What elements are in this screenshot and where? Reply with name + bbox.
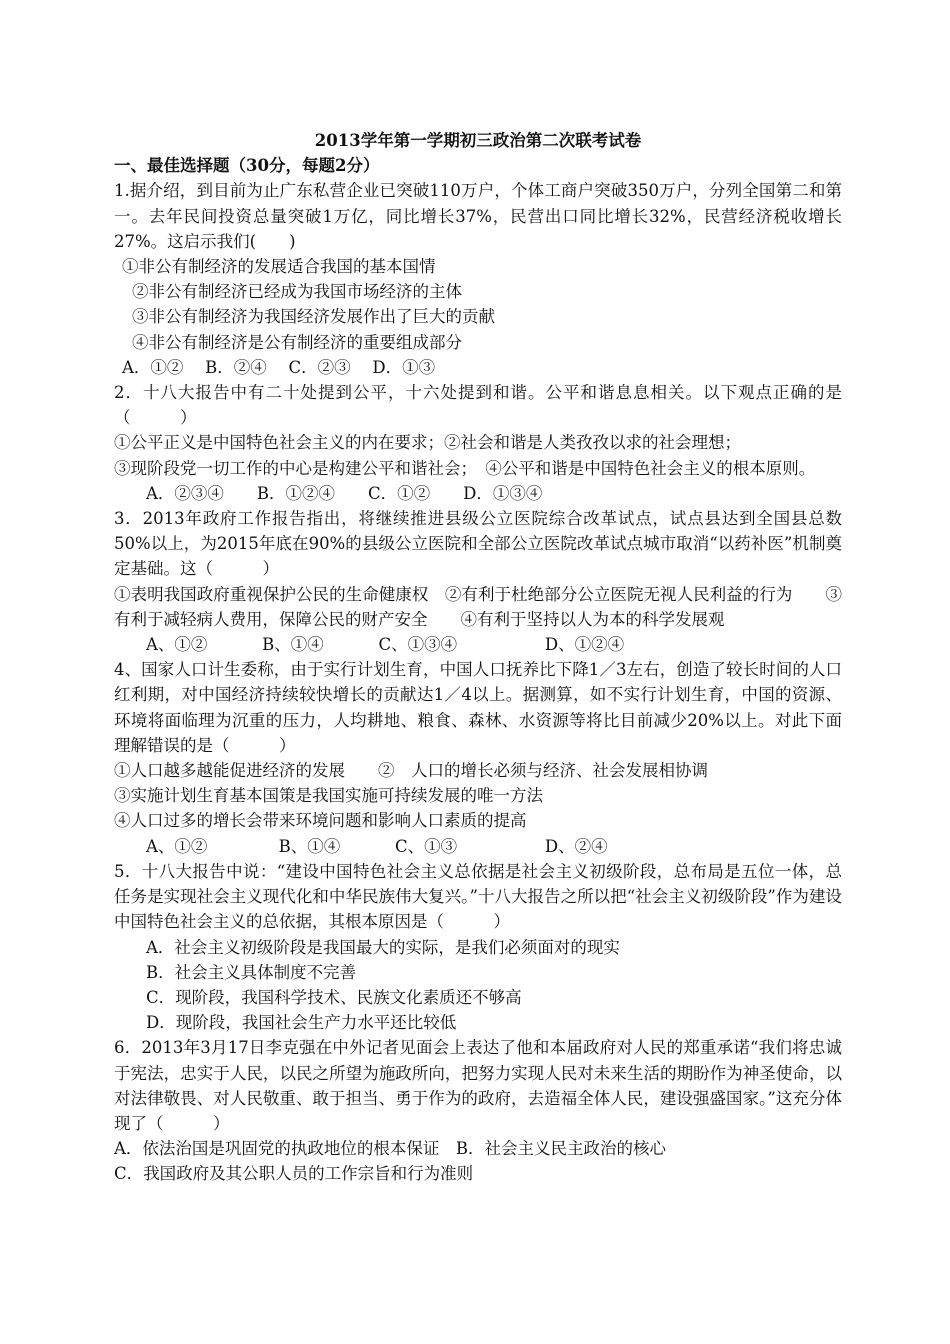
question-1-answers: A．①② B．②④ C．②③ D．①③ [122, 357, 436, 377]
question-1-stem: 1.据介绍，到目前为止广东私营企业已突破110万户，个体工商户突破350万户，分列全国第二和第一。去年民间投资总量突破1万亿，同比增长37%，民营出口同比增长32%，民营经济税收增长27%。这启示我们( ) [114, 181, 842, 251]
question-6-stem: 6．2013年3月17日李克强在中外记者见面会上表达了他和本届政府对人民的郑重承诺“我们将忠诚于宪法，忠实于人民，以民之所望为施政所向，把努力实现人民对未来生活的期盼作为神圣使命，以对法律敬畏、对人民敬重、敢于担当、勇于作为的政府，去造福全体人民，建设强盛国家。”这充分体现了（ ） [114, 1038, 842, 1133]
question-4-answers: A、①② B、①④ C、①③ D、②④ [146, 836, 608, 856]
question-4-stem: 4、国家人口计生委称，由于实行计划生育，中国人口抚养比下降1／3左右，创造了较长时间的人口红利期，对中国经济持续较快增长的贡献达1／4以上。据测算，如不实行计划生育，中国的资源、环境将面临理为沉重的压力，人均耕地、粮食、森林、水资源等将比目前减少20%以上。对此下面理解错误的是（ ） [114, 660, 842, 755]
question-5-option-d: D．现阶段，我国社会生产力水平还比较低 [146, 1013, 457, 1033]
question-4-statement-3: ③实施计划生育基本国策是我国实施可持续发展的唯一方法 [114, 786, 543, 806]
question-3-statements: ①表明我国政府重视保护公民的生命健康权 ②有利于杜绝部分公立医院无视人民利益的行为 ③有利于减轻病人费用，保障公民的财产安全 ④有利于坚持以人为本的科学发展观 [114, 584, 842, 629]
question-6-options-ab: A．依法治国是巩固党的执政地位的根本保证 B．社会主义民主政治的核心 [114, 1139, 667, 1159]
question-3-answers: A、①② B、①④ C、①③④ D、①②④ [146, 635, 625, 655]
question-6-option-c: C．我国政府及其公职人员的工作宗旨和行为准则 [114, 1164, 474, 1184]
question-2-statements-2: ③现阶段党一切工作的中心是构建公平和谐社会； ④公平和谐是中国特色社会主义的根本原则。 [114, 458, 816, 478]
exam-title: 2013学年第一学期初三政治第二次联考试卷 [314, 131, 642, 150]
question-4 [114, 657, 842, 859]
question-1-statement-3: ③非公有制经济为我国经济发展作出了巨大的贡献 [132, 307, 495, 327]
question-1-statement-4: ④非公有制经济是公有制经济的重要组成部分 [132, 332, 462, 352]
question-3 [114, 506, 842, 657]
question-2-statements-1: ①公平正义是中国特色社会主义的内在要求；②社会和谐是人类孜孜以求的社会理想； [114, 433, 741, 453]
question-5 [114, 859, 842, 1035]
question-1-statement-1: ①非公有制经济的发展适合我国的基本国情 [122, 257, 436, 277]
question-2-answers: A．②③④ B．①②④ C．①② D．①③④ [146, 483, 543, 503]
question-5-option-c: C．现阶段，我国科学技术、民族文化素质还不够高 [146, 987, 522, 1007]
question-3-stem: 3．2013年政府工作报告指出，将继续推进县级公立医院综合改革试点，试点县达到全国县总数50%以上，为2015年底在90%的县级公立医院和全部公立医院改革试点城市取消“以药补医”机制奠定基础。这（ ） [114, 509, 842, 579]
question-2-stem: 2．十八大报告中有二十处提到公平，十六处提到和谐。公平和谐息息相关。以下观点正确的是（ ） [114, 383, 842, 428]
question-5-option-a: A．社会主义初级阶段是我国最大的实际，是我们必须面对的现实 [146, 937, 620, 957]
question-1-statement-2: ②非公有制经济已经成为我国市场经济的主体 [132, 282, 462, 302]
section-heading: 一、最佳选择题（30分，每题2分） [114, 156, 380, 176]
question-4-statements-1: ①人口越多越能促进经济的发展 ② 人口的增长必须与经济、社会发展相协调 [114, 761, 708, 781]
exam-page [114, 128, 842, 1187]
question-6 [114, 1035, 842, 1186]
question-2 [114, 380, 842, 506]
question-5-stem: 5．十八大报告中说：“建设中国特色社会主义总依据是社会主义初级阶段，总布局是五位一体，总任务是实现社会主义现代化和中华民族伟大复兴。”十八大报告之所以把“社会主义初级阶段”作为建设中国特色社会主义的总依据，其根本原因是（ ） [114, 861, 842, 932]
question-4-statement-4: ④人口过多的增长会带来环境问题和影响人口素质的提高 [114, 811, 527, 831]
question-1 [114, 178, 842, 380]
question-5-option-b: B．社会主义具体制度不完善 [146, 962, 357, 982]
